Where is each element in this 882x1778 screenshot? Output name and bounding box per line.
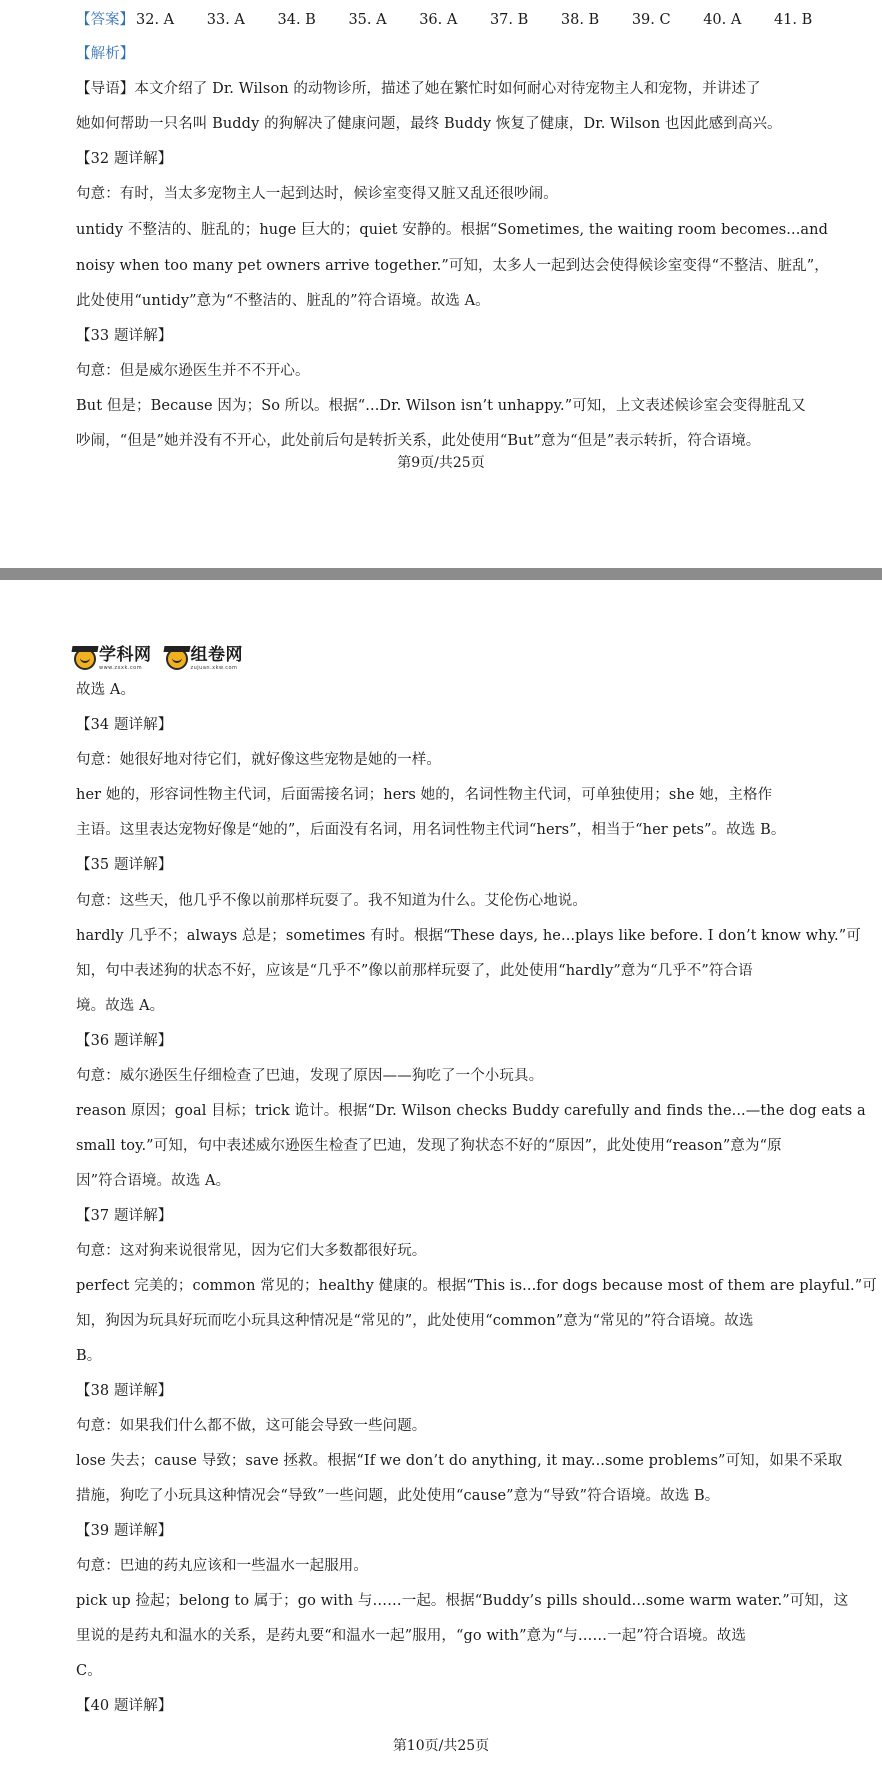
paragraph-line: 她如何帮助一只名叫 Buddy 的狗解决了健康问题，最终 Buddy 恢复了健康，Dr. Wilson 也因此感到高兴。 [76, 116, 782, 132]
paragraph-line: perfect 完美的；common 常见的；healthy 健康的。根据“This is...for dogs because most of them are playful.”可 [76, 1278, 877, 1294]
answer-label: 【答案】 [76, 12, 134, 28]
page-separator [0, 568, 882, 580]
section-heading: 【39 题详解】 [76, 1523, 173, 1539]
paragraph-line: 句意：但是威尔逊医生并不不开心。 [76, 363, 310, 379]
answer-key-row [76, 10, 840, 30]
paragraph-line: 句意：巴迪的药丸应该和一些温水一起服用。 [76, 1558, 368, 1574]
section-heading: 【33 题详解】 [76, 328, 173, 344]
paragraph-line: C。 [76, 1663, 102, 1679]
paragraph-line: her 她的，形容词性物主代词，后面需接名词；hers 她的，名词性物主代词，可单独使用；she 她，主格作 [76, 787, 773, 803]
logo-zxxk [74, 647, 152, 671]
section-heading: 【32 题详解】 [76, 151, 173, 167]
paragraph-line: 知，句中表述狗的状态不好，应该是“几乎不”像以前那样玩耍了，此处使用“hardly”意为“几乎不”符合语 [76, 963, 753, 979]
logo-url: zujuan.xkw.com [190, 665, 238, 671]
answer-value: 36. A [419, 12, 458, 28]
paragraph-line: reason 原因；goal 目标；trick 诡计。根据“Dr. Wilson checks Buddy carefully and finds the...—the dog eats a [76, 1103, 866, 1119]
section-heading: 【34 题详解】 [76, 717, 173, 733]
paragraph-line: 句意：有时，当太多宠物主人一起到达时，候诊室变得又脏又乱还很吵闹。 [76, 186, 558, 202]
paragraph-line: 因”符合语境。故选 A。 [76, 1173, 231, 1189]
paragraph-line: 句意：如果我们什么都不做，这可能会导致一些问题。 [76, 1418, 427, 1434]
logo-name: 学科网 [99, 645, 152, 665]
answer-value: 33. A [206, 12, 245, 28]
section-heading: 【38 题详解】 [76, 1383, 173, 1399]
answer-value: 35. A [348, 12, 387, 28]
answer-value: 39. C [631, 12, 671, 28]
paragraph-line: 里说的是药丸和温水的关系，是药丸要“和温水一起”服用，“go with”意为“与……一起”符合语境。故选 [76, 1628, 747, 1644]
page-number: 第9页/共25页 [397, 455, 485, 471]
page-number: 第10页/共25页 [392, 1738, 490, 1754]
paragraph-line: 【导语】本文介绍了 Dr. Wilson 的动物诊所，描述了她在繁忙时如何耐心对待宠物主人和宠物，并讲述了 [76, 81, 761, 97]
owl-icon [166, 648, 188, 670]
paragraph-line: 知，狗因为玩具好玩而吃小玩具这种情况是“常见的”，此处使用“common”意为“常见的”符合语境。故选 [76, 1313, 754, 1329]
section-heading: 【36 题详解】 [76, 1033, 173, 1049]
paragraph-line: untidy 不整洁的、脏乱的；huge 巨大的；quiet 安静的。根据“Sometimes, the waiting room becomes...and [76, 222, 828, 238]
paragraph-line: 境。故选 A。 [76, 998, 165, 1014]
answer-value: 38. B [560, 12, 600, 28]
paragraph-line: 句意：这些天，他几乎不像以前那样玩耍了。我不知道为什么。艾伦伤心地说。 [76, 893, 587, 909]
paragraph-line: But 但是；Because 因为；So 所以。根据“...Dr. Wilson isn’t unhappy.”可知，上文表述候诊室会变得脏乱又 [76, 398, 806, 414]
header-logos [74, 644, 257, 674]
paragraph-line: 句意：她很好地对待它们，就好像这些宠物是她的一样。 [76, 752, 441, 768]
answer-value: 37. B [489, 12, 529, 28]
document-page-9 [0, 0, 882, 568]
answer-value: 34. B [277, 12, 316, 28]
answer-value: 32. A [136, 12, 175, 28]
section-heading: 【40 题详解】 [76, 1698, 173, 1714]
logo-url: www.zxxk.com [99, 665, 143, 671]
paragraph-line: hardly 几乎不；always 总是；sometimes 有时。根据“These days, he...plays like before. I don’t know why.”可 [76, 928, 861, 944]
document-page-10 [0, 580, 882, 1778]
owl-icon [74, 648, 96, 670]
answer-value: 41. B [773, 12, 813, 28]
analysis-heading: 【解析】 [76, 46, 135, 62]
paragraph-line: small toy.”可知，句中表述威尔逊医生检查了巴迪，发现了狗状态不好的“原因”，此处使用“reason”意为“原 [76, 1138, 782, 1154]
paragraph-line: pick up 捡起；belong to 属于；go with 与……一起。根据“Buddy’s pills should...some warm water.”可知，这 [76, 1593, 849, 1609]
logo-zujuan [166, 647, 244, 671]
paragraph-line: 主语。这里表达宠物好像是“她的”，后面没有名词，用名词性物主代词“hers”，相当于“her pets”。故选 B。 [76, 822, 786, 838]
section-heading: 【37 题详解】 [76, 1208, 173, 1224]
paragraph-line: 故选 A。 [76, 682, 136, 698]
section-heading: 【35 题详解】 [76, 857, 173, 873]
logo-name: 组卷网 [190, 645, 243, 665]
paragraph-line: 句意：这对狗来说很常见，因为它们大多数都很好玩。 [76, 1243, 427, 1259]
answer-value: 40. A [703, 12, 742, 28]
paragraph-line: lose 失去；cause 导致；save 拯救。根据“If we don’t do anything, it may...some problems”可知，如果不采取 [76, 1453, 843, 1469]
paragraph-line: 措施，狗吃了小玩具这种情况会“导致”一些问题，此处使用“cause”意为“导致”符合语境。故选 B。 [76, 1488, 720, 1504]
paragraph-line: 吵闹，“但是”她并没有不开心，此处前后句是转折关系，此处使用“But”意为“但是”表示转折，符合语境。 [76, 433, 761, 449]
paragraph-line: 此处使用“untidy”意为“不整洁的、脏乱的”符合语境。故选 A。 [76, 293, 490, 309]
paragraph-line: noisy when too many pet owners arrive together.”可知，太多人一起到达会使得候诊室变得“不整洁、脏乱”， [76, 258, 829, 274]
paragraph-line: 句意：威尔逊医生仔细检查了巴迪，发现了原因——狗吃了一个小玩具。 [76, 1068, 544, 1084]
paragraph-line: B。 [76, 1348, 102, 1364]
